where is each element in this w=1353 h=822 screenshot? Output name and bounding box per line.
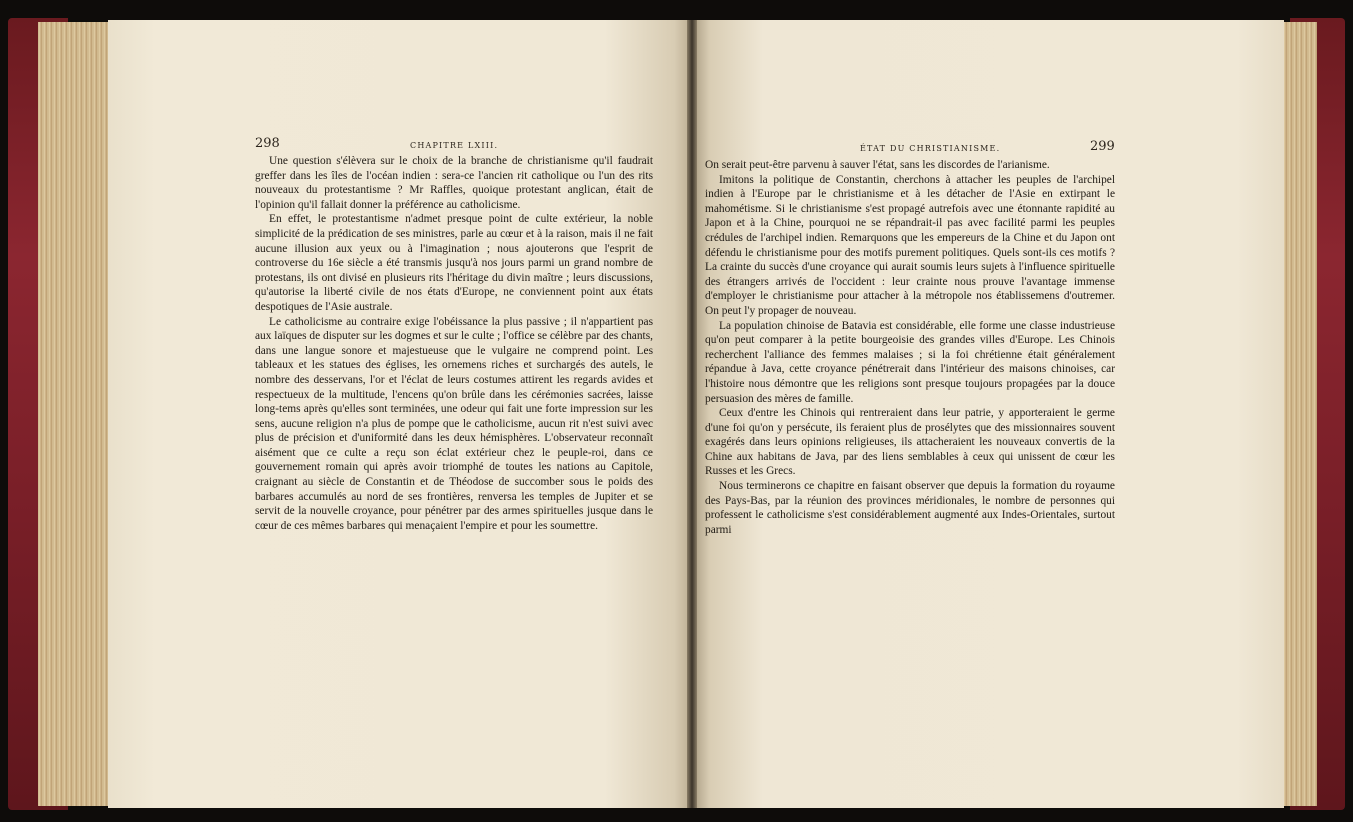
left-page-edges — [38, 22, 116, 806]
right-paragraph-4: Ceux d'entre les Chinois qui rentreraient dans leur patrie, y apporteraient le germe d'une foi qu'on y persécute, ils feraient plus de prosélytes que des missionnaires souvent exagérés dans leurs opinions religieuses, ils attacheraient les nouveaux convertis de la Chine aux habitans de Java, par des liens semblables à ceux qui unissent de cœur les Russes et les Grecs. — [705, 407, 1115, 478]
left-body-text — [255, 154, 653, 533]
right-paragraph-3: La population chinoise de Batavia est considérable, elle forme une classe industrieuse qu'on peut comparer à la petite bourgeoisie des grandes villes d'Europe. Les Chinois recherchent l'alliance des femmes malaises ; si la foi chrétienne était généralement répandue à Java, cette croyance pénétrerait dans l'intérieur des maisons chinoises, car l'histoire nous démontre que les religions sont presque toujours propagées par la douce persuasion des mères de famille. — [705, 319, 1115, 405]
right-paragraph-5: Nous terminerons ce chapitre en faisant observer que depuis la formation du royaume des Pays-Bas, par la réunion des provinces méridionales, le nombre de personnes qui professent le catholicisme s'est considérablement augmenté aux Indes-Orientales, surtout parmi — [705, 480, 1115, 536]
right-page-edges — [1283, 22, 1317, 806]
right-body-text — [705, 158, 1115, 537]
left-running-head: CHAPITRE LXIII. — [410, 141, 499, 150]
left-paragraph-3: Le catholicisme au contraire exige l'obéissance la plus passive ; il n'appartient pas aux laïques de disputer sur les dogmes et sur le culte ; l'office se célèbre par des chants, dans une langue sonore et majestueuse que le vulgaire ne comprend point. Les tableaux et les statues des églises, les ornemens riches et surchargés des autels, le nombre des desservans, l'or et l'éclat de leurs costumes attirent les regards avides et respectueux de la multitude, l'encens qu'on brûle dans les cérémonies sacrées, laisse long-tems après qu'elles sont terminées, une odeur qui fait une forte impression sur les sens, aucune religion n'a plus de pompe que le catholicisme, aucun rit n'est suivi avec plus de précision et d'uniformité dans les deux hémisphères. L'observateur reconnaît aisément que ce culte a reçu son éclat extérieur chez le peuple-roi, dans ce gouvernement romain qui après avoir triomphé de toutes les nations au Capitole, craignant au siècle de Constantin et de Théodose de succomber sous le poids des barbares accumulés au nord de ses frontières, renversa les temples de Jupiter et se servit de la nouvelle croyance, pour pénétrer par des armes spirituelles jusque dans le cœur de ces mêmes barbares qui menaçaient l'empire et pour les soumettre. — [255, 315, 653, 532]
right-paragraph-2: Imitons la politique de Constantin, cherchons à attacher les peuples de l'archipel indien à l'Europe par le christianisme et à les détacher de l'Asie en extirpant le mahométisme. Si le christianisme s'est propagé autrefois avec une étonnante rapidité au Japon et à la Chine, pourquoi ne se répandrait-il pas avec facilité parmi les peuples crédules de l'archipel indien. Remarquons que les empereurs de la Chine et du Japon ont défendu le christianisme pour des motifs purement politiques. Quels sont-ils ces motifs ? La crainte du succès d'une croyance qui aurait soumis leurs sujets à l'influence spirituelle des étrangers arrivés de l'occident : leur crainte nous prouve l'avantage immense d'employer le christianisme pour attacher à la métropole nos établissemens d'outremer. On peut l'y propager de nouveau. — [705, 173, 1115, 317]
right-paragraph-1: On serait peut-être parvenu à sauver l'état, sans les discordes de l'arianisme. — [705, 159, 1050, 171]
left-paragraph-1: Une question s'élèvera sur le choix de la branche de christianisme qu'il faudrait greffer dans les îles de l'océan indien : sera-ce l'ancien rit catholique ou l'un des rits nouveaux du protestantisme ? Mr Raffles, quoique protestant anglican, était de l'opinion qu'il fallait donner la préférence au catholicisme. — [255, 155, 653, 211]
left-page-number: 298 — [255, 136, 280, 151]
right-running-head: ÉTAT DU CHRISTIANISME. — [860, 144, 1001, 153]
right-page-number: 299 — [1090, 139, 1115, 154]
book-gutter — [687, 20, 697, 808]
left-paragraph-2: En effet, le protestantisme n'admet presque point de culte extérieur, la noble simplicité de la prédication de ses ministres, parle au cœur et à la raison, mais il ne fait aucune illusion aux yeux ou à l'imagination ; nous ajouterons que l'esprit de controverse du 16e siècle a été transmis jusqu'à nos jours parmi un grand nombre de protestans, ils ont divisé en plusieurs rits l'héritage du divin maître ; leurs discussions, qu'autorise la liberté civile de nos états d'Europe, ne conviennent point aux états despotiques de l'Asie australe. — [255, 213, 653, 313]
